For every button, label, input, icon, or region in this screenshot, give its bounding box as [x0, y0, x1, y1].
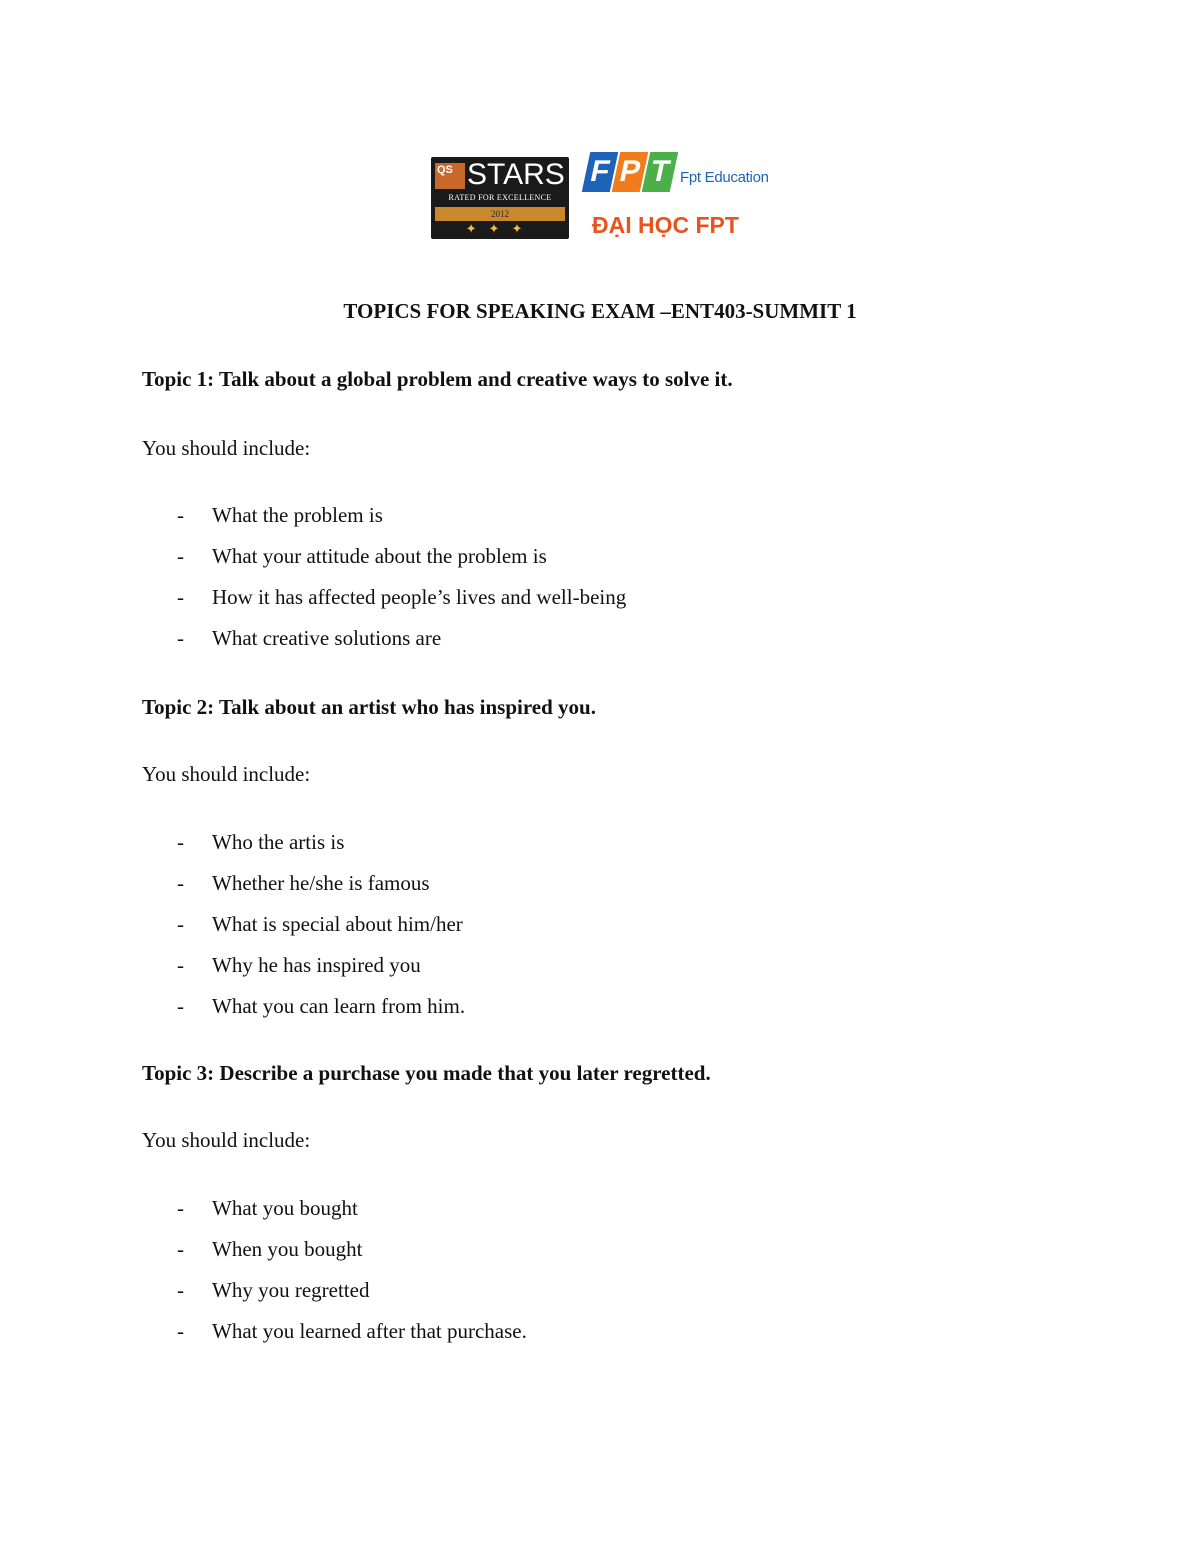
topic-1-heading: Topic 1: Talk about a global problem and creative ways to solve it.	[142, 367, 733, 391]
list-item-text: What you bought	[212, 1196, 358, 1220]
list-item-text: Whether he/she is famous	[212, 871, 430, 895]
bullet-dash: -	[177, 503, 184, 527]
bullet-dash: -	[177, 953, 184, 977]
list-item-text: When you bought	[212, 1237, 363, 1261]
bullet-dash: -	[177, 1196, 184, 1220]
fpt-letters	[586, 152, 676, 196]
bullet-dash: -	[177, 626, 184, 650]
bullet-dash: -	[177, 871, 184, 895]
fpt-letter-p: P	[612, 152, 649, 192]
star-rating-icons: ✦✦✦	[465, 222, 535, 237]
bullet-dash: -	[177, 994, 184, 1018]
list-item-text: Why he has inspired you	[212, 953, 421, 977]
bullet-dash: -	[177, 830, 184, 854]
list-item-text: Who the artis is	[212, 830, 345, 854]
topic-2-heading: Topic 2: Talk about an artist who has inspired you.	[142, 695, 596, 719]
list-item-text: How it has affected people’s lives and well-being	[212, 585, 627, 609]
dai-hoc-fpt-text: ĐẠI HỌC FPT	[592, 212, 739, 238]
list-item-text: Why you regretted	[212, 1278, 370, 1302]
bullet-dash: -	[177, 544, 184, 568]
bullet-dash: -	[177, 1237, 184, 1261]
list-item-text: What creative solutions are	[212, 626, 442, 650]
fpt-letter-t: T	[642, 152, 679, 192]
list-item-text: What is special about him/her	[212, 912, 463, 936]
fpt-education-text: Fpt Education	[680, 169, 769, 186]
header-logos	[431, 152, 776, 244]
topic-1-include-label: You should include:	[142, 436, 311, 460]
stars-year: 2012	[435, 207, 565, 221]
fpt-education-logo	[586, 152, 776, 244]
stars-word: STARS	[467, 158, 565, 191]
document-title: TOPICS FOR SPEAKING EXAM –ENT403-SUMMIT 1	[343, 299, 857, 323]
topic-3-heading: Topic 3: Describe a purchase you made that you later regretted.	[142, 1061, 711, 1085]
bullet-dash: -	[177, 1319, 184, 1343]
bullet-dash: -	[177, 912, 184, 936]
topic-3-include-label: You should include:	[142, 1128, 311, 1152]
rated-for-excellence: RATED FOR EXCELLENCE	[448, 193, 552, 202]
fpt-letter-f: F	[582, 152, 619, 192]
qs-mark: QS	[435, 163, 465, 189]
qs-stars-badge-logo	[431, 157, 569, 239]
topic-2-include-label: You should include:	[142, 762, 311, 786]
list-item-text: What the problem is	[212, 503, 383, 527]
list-item-text: What you can learn from him.	[212, 994, 466, 1018]
list-item-text: What you learned after that purchase.	[212, 1319, 527, 1343]
bullet-dash: -	[177, 585, 184, 609]
list-item-text: What your attitude about the problem is	[212, 544, 547, 568]
bullet-dash: -	[177, 1278, 184, 1302]
